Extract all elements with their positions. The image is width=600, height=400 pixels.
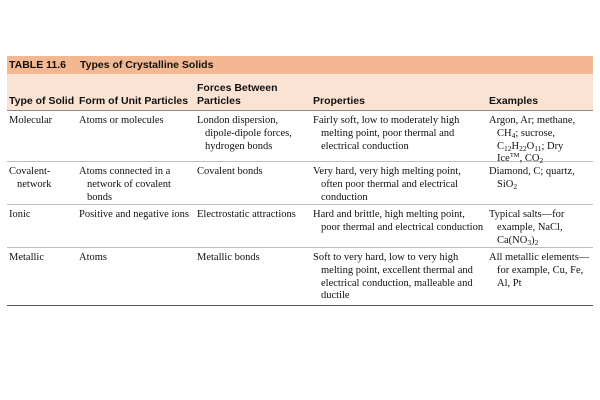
cell-form: Atoms: [79, 252, 108, 263]
header-type: Type of Solid: [9, 95, 75, 107]
cell-form: Atoms connected in a network of covalent bonds: [79, 166, 171, 203]
cell-forces: Metallic bonds: [197, 252, 260, 263]
cell-examples: All metallic elements—for example, Cu, Fe, Al, Pt: [489, 252, 590, 289]
cell-form: Atoms or molecules: [79, 115, 164, 126]
cell-type: Metallic: [9, 252, 44, 263]
header-properties: Properties: [313, 95, 365, 107]
table-row-metallic: [7, 248, 593, 306]
cell-form: Positive and negative ions: [79, 209, 189, 220]
cell-type: Molecular: [9, 115, 53, 126]
table-row-molecular: [7, 111, 593, 166]
cell-forces: London dispersion, dipole-dipole forces, hydrogen bonds: [197, 115, 292, 152]
cell-properties: Hard and brittle, high melting point, poor thermal and electrical conduction: [313, 209, 484, 233]
cell-examples: Typical salts—for example, NaCl, $Ca(NO_3)_2$: [489, 209, 565, 247]
table-title: Types of Crystalline Solids: [80, 59, 214, 71]
table-title-bar: [7, 56, 593, 74]
cell-properties: Fairly soft, low to moderately high melting point, poor thermal and electrical conduction: [313, 115, 460, 152]
cell-properties: Soft to very hard, low to very high melting point, excellent thermal and electrical conduction, malleable and ductile: [313, 252, 473, 302]
table-header-row: [7, 74, 593, 111]
header-forces: Forces Between Particles: [197, 82, 278, 107]
header-examples: Examples: [489, 95, 539, 107]
header-form: Form of Unit Particles: [79, 95, 189, 107]
cell-type: Ionic: [9, 209, 31, 220]
cell-examples: Argon, Ar; methane, $CH_4$; sucrose, $C_{12}H_{22}O_{11}$; Dry Ice™, $CO_2$: [489, 115, 576, 166]
cell-type: Covalent-network: [9, 166, 52, 190]
cell-forces: Electrostatic attractions: [197, 209, 296, 220]
crystalline-solids-table: [7, 56, 593, 306]
table-number: TABLE 11.6: [9, 59, 66, 71]
table-row-ionic: [7, 205, 593, 248]
cell-properties: Very hard, very high melting point, often poor thermal and electrical conduction: [313, 166, 461, 203]
table-row-covalent-network: [7, 162, 593, 205]
cell-forces: Covalent bonds: [197, 166, 263, 177]
cell-examples: Diamond, C; quartz, SiO$_2$: [489, 166, 575, 191]
